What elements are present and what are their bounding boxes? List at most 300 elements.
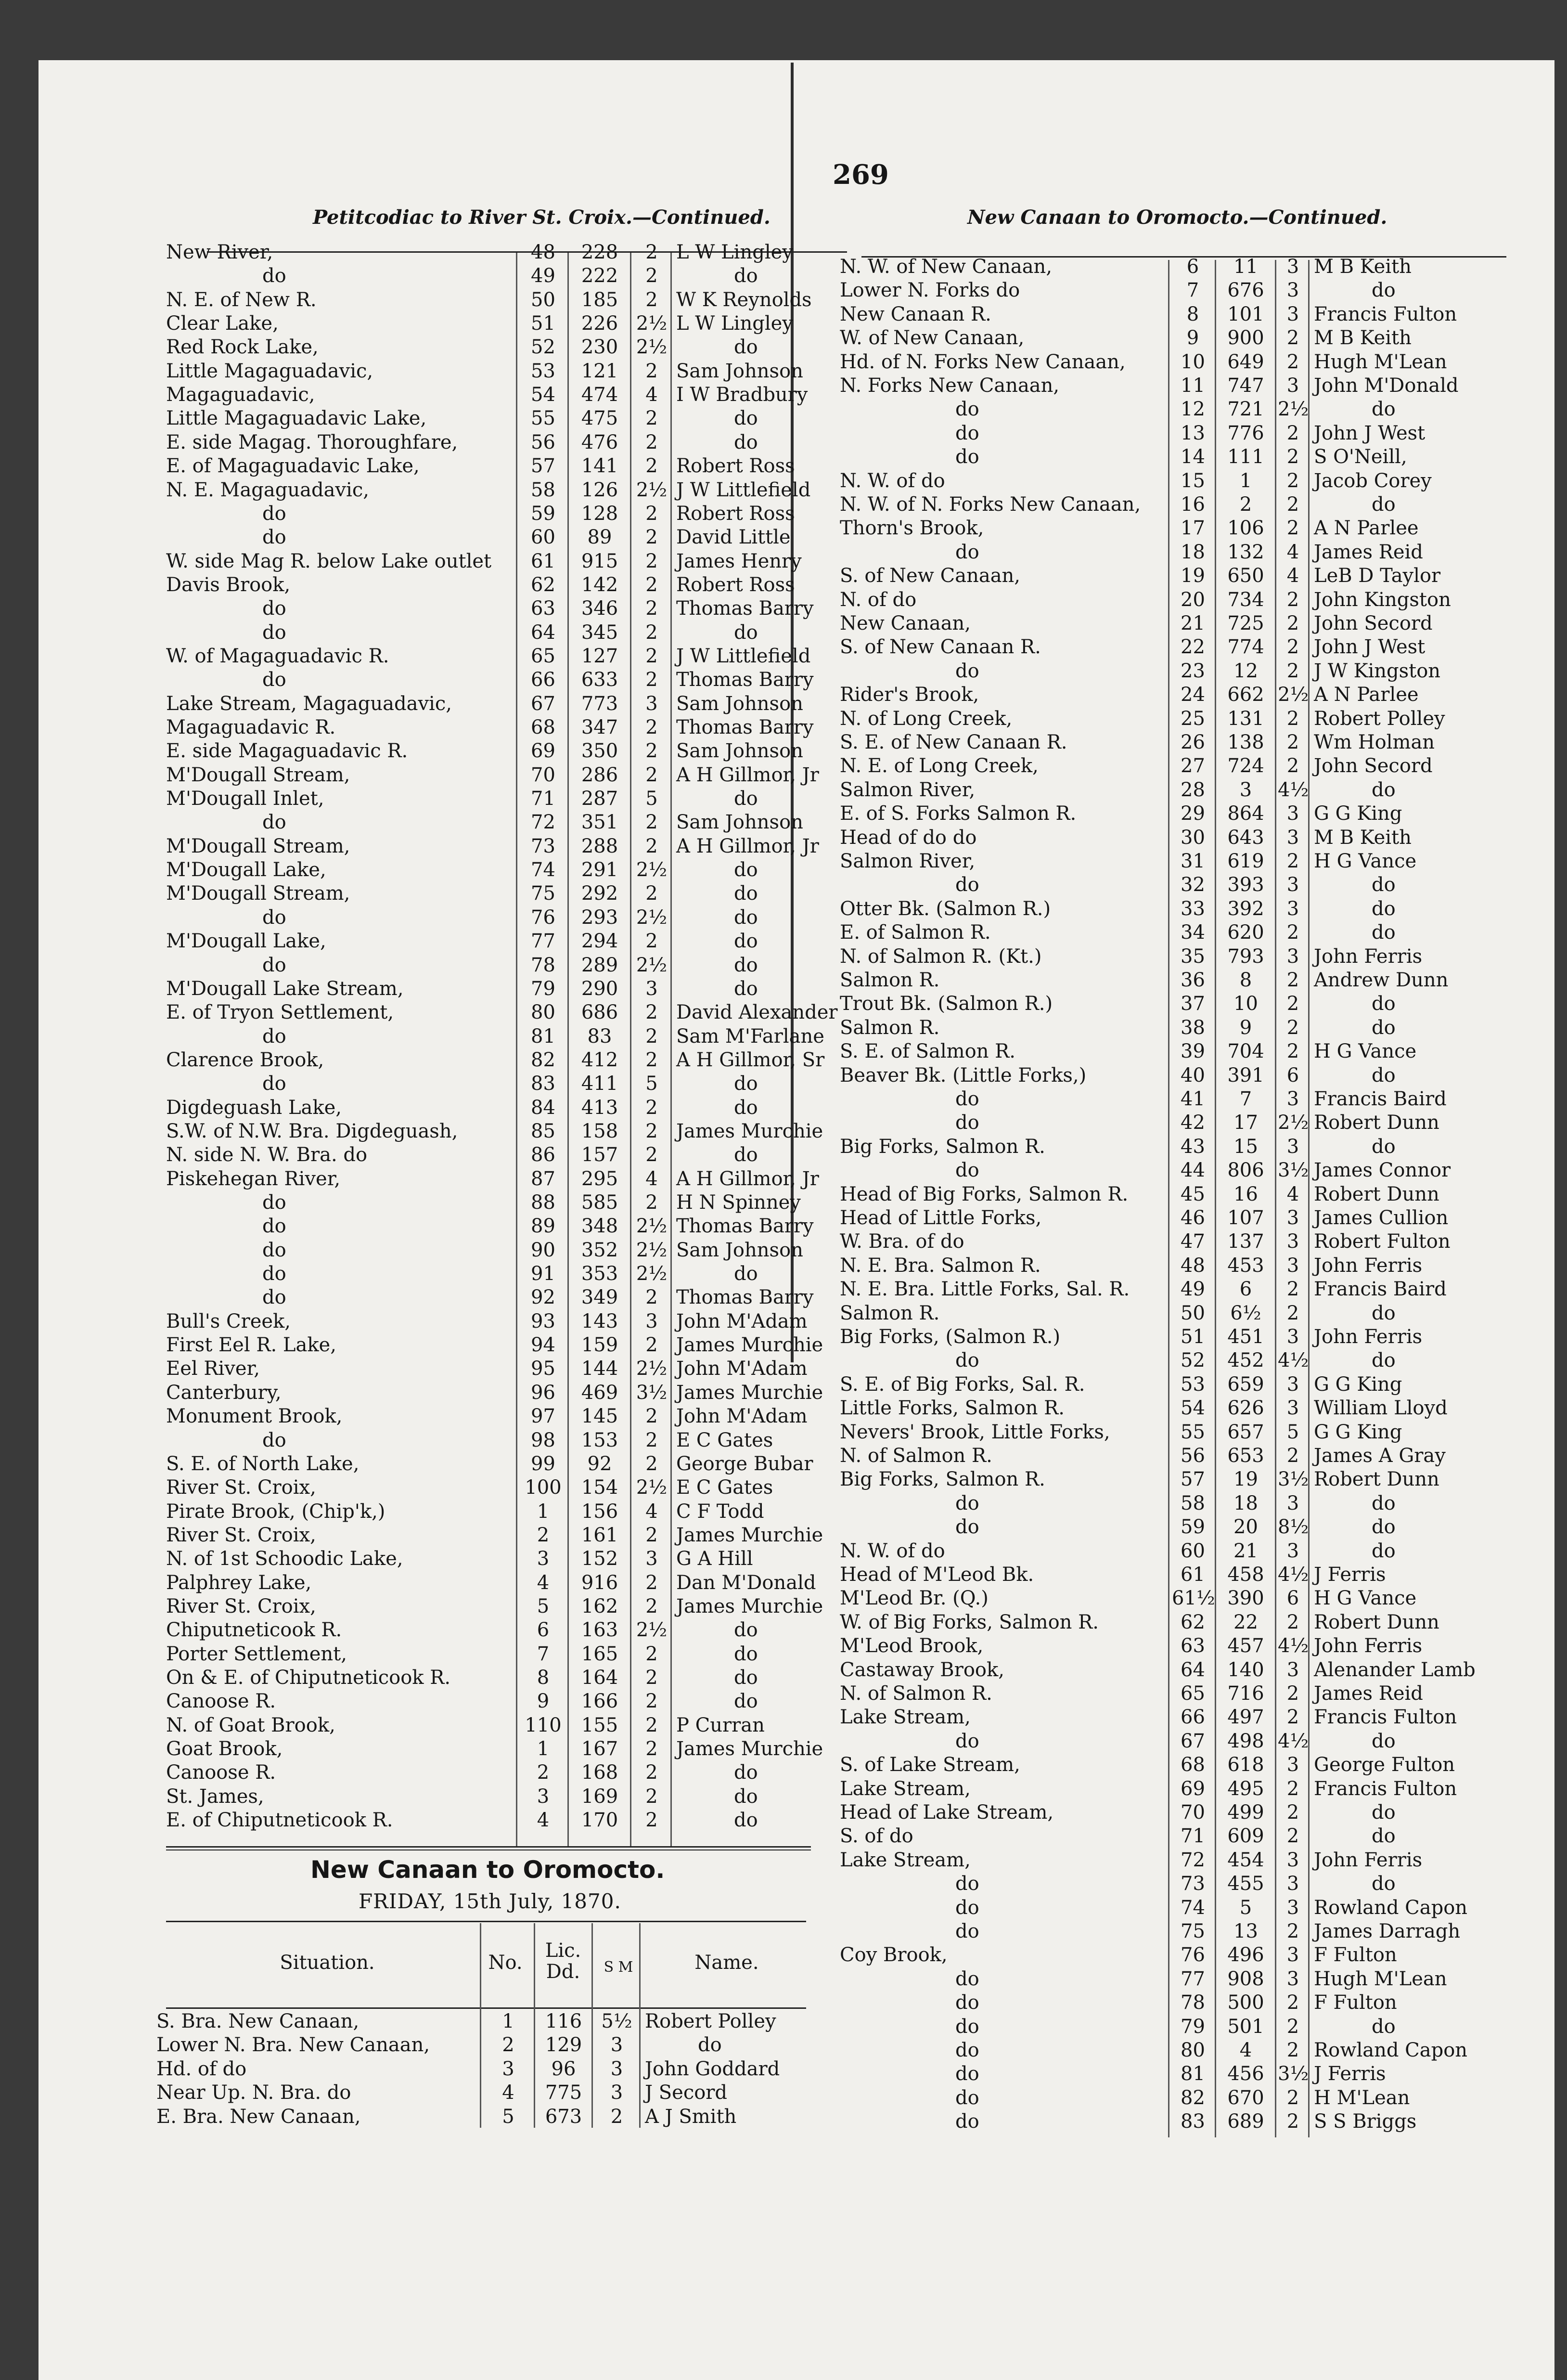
- table-row: [166, 1714, 845, 1737]
- number-cell: 55: [1181, 1421, 1205, 1443]
- column-header-bottom-rule: [166, 2007, 806, 2009]
- square-miles-cell: 2: [645, 502, 658, 525]
- square-miles-cell: 4: [645, 1500, 658, 1523]
- licence-cell: 129: [545, 2034, 582, 2057]
- square-miles-cell: 3: [645, 977, 658, 1000]
- table-row: [840, 564, 1514, 588]
- licence-cell: 497: [1227, 1706, 1264, 1729]
- number-cell: 84: [531, 1096, 555, 1119]
- number-cell: 78: [531, 954, 555, 976]
- licence-cell: 165: [581, 1643, 618, 1665]
- square-miles-cell: 3: [1286, 1658, 1299, 1681]
- name-cell: John Ferris: [1314, 1254, 1423, 1277]
- location-cell: N. E. Bra. Salmon R.: [840, 1254, 1041, 1277]
- name-cell: Sam Johnson: [676, 360, 803, 382]
- table-row: [166, 1357, 845, 1381]
- square-miles-cell: 2: [645, 1738, 658, 1760]
- name-cell: Dan M'Donald: [676, 1571, 816, 1594]
- square-miles-cell: 2: [1286, 1706, 1299, 1729]
- number-cell: 11: [1181, 375, 1205, 397]
- square-miles-cell: 3: [1286, 897, 1299, 920]
- name-cell: M B Keith: [1314, 256, 1412, 278]
- number-cell: 35: [1181, 945, 1205, 968]
- number-cell: 44: [1181, 1159, 1205, 1182]
- number-cell: 60: [531, 526, 555, 549]
- number-cell: 60: [1181, 1539, 1205, 1562]
- name-cell: James Connor: [1314, 1159, 1451, 1182]
- licence-cell: 900: [1227, 327, 1264, 349]
- location-cell: Red Rock Lake,: [166, 336, 319, 359]
- licence-cell: 499: [1227, 1801, 1264, 1824]
- table-row: [166, 1048, 845, 1072]
- square-miles-cell: 2: [645, 645, 658, 667]
- licence-cell: 352: [581, 1239, 618, 1261]
- square-miles-cell: 2: [1286, 350, 1299, 373]
- name-cell: do: [734, 1643, 758, 1665]
- licence-cell: 168: [581, 1761, 618, 1784]
- location-cell: Canterbury,: [166, 1381, 282, 1404]
- name-cell: James A Gray: [1314, 1445, 1446, 1467]
- name-cell: W K Reynolds: [676, 288, 812, 311]
- number-cell: 37: [1181, 993, 1205, 1015]
- square-miles-cell: 5: [645, 1073, 658, 1095]
- table-row: [166, 645, 845, 668]
- table-row: [840, 683, 1514, 707]
- licence-cell: 222: [581, 265, 618, 287]
- location-cell: M'Leod Brook,: [840, 1635, 984, 1657]
- table-row: [166, 431, 845, 454]
- square-miles-cell: 2: [645, 1048, 658, 1071]
- location-cell: N. E. of Long Creek,: [840, 755, 1039, 777]
- number-cell: 69: [1181, 1777, 1205, 1800]
- licence-cell: 287: [581, 788, 618, 810]
- licence-cell: 806: [1227, 1159, 1264, 1182]
- number-cell: 63: [1181, 1635, 1205, 1657]
- table-row: [840, 1016, 1514, 1040]
- number-cell: 8: [1186, 303, 1199, 325]
- location-cell: do: [955, 422, 979, 444]
- number-cell: 19: [1181, 565, 1205, 587]
- table-row: [840, 921, 1514, 944]
- table-row: [840, 850, 1514, 873]
- licence-cell: 143: [581, 1310, 618, 1332]
- number-cell: 4: [502, 2082, 514, 2104]
- name-cell: J Ferris: [1314, 1564, 1386, 1586]
- header-name: Name.: [694, 1952, 759, 1974]
- name-cell: Thomas Barry: [676, 1286, 814, 1309]
- table-row: [166, 1618, 845, 1642]
- name-cell: do: [734, 977, 758, 1000]
- table-row: [166, 264, 845, 288]
- location-cell: Little Forks, Salmon R.: [840, 1397, 1065, 1420]
- square-miles-cell: 2½: [1278, 398, 1309, 421]
- square-miles-cell: 2: [645, 1120, 658, 1142]
- name-cell: H N Spinney: [676, 1191, 801, 1214]
- location-cell: Lake Stream,: [840, 1777, 971, 1800]
- table-row: [840, 1801, 1514, 1824]
- header-lic: Lic. Dd.: [545, 1940, 581, 1983]
- number-cell: 24: [1181, 684, 1205, 706]
- name-cell: Robert Dunn: [1314, 1468, 1439, 1491]
- table-row: [840, 1373, 1514, 1397]
- licence-cell: 132: [1227, 541, 1264, 563]
- location-cell: Salmon R.: [840, 969, 940, 991]
- square-miles-cell: 2: [645, 882, 658, 905]
- name-cell: Andrew Dunn: [1314, 969, 1449, 991]
- square-miles-cell: 3: [610, 2034, 623, 2057]
- number-cell: 27: [1181, 755, 1205, 777]
- location-cell: S. of New Canaan R.: [840, 636, 1041, 659]
- square-miles-cell: 2: [645, 835, 658, 857]
- name-cell: do: [734, 1809, 758, 1832]
- square-miles-cell: 4: [645, 384, 658, 406]
- number-cell: 67: [1181, 1730, 1205, 1752]
- square-miles-cell: 2: [645, 1286, 658, 1309]
- table-row: [166, 1120, 845, 1143]
- name-cell: Jacob Corey: [1314, 469, 1432, 492]
- number-cell: 20: [1181, 588, 1205, 611]
- number-cell: 90: [531, 1239, 555, 1261]
- square-miles-cell: 2½: [1278, 1112, 1309, 1134]
- table-row: [166, 930, 845, 953]
- number-cell: 38: [1181, 1016, 1205, 1039]
- number-cell: 81: [531, 1025, 555, 1048]
- table-row: [840, 1349, 1514, 1372]
- number-cell: 58: [531, 479, 555, 501]
- licence-cell: 620: [1227, 921, 1264, 944]
- name-cell: Rowland Capon: [1314, 1896, 1468, 1919]
- name-cell: H G Vance: [1314, 1040, 1417, 1063]
- number-cell: 77: [531, 930, 555, 953]
- table-row: [840, 1896, 1514, 1920]
- licence-cell: 498: [1227, 1730, 1264, 1752]
- location-cell: M'Dougall Inlet,: [166, 788, 324, 810]
- square-miles-cell: 2: [1286, 469, 1299, 492]
- name-cell: Robert Ross: [676, 573, 795, 596]
- name-cell: John M'Adam: [676, 1405, 808, 1428]
- header-no: No.: [488, 1952, 523, 1974]
- name-cell: John Goddard: [645, 2057, 780, 2080]
- number-cell: 55: [531, 407, 555, 430]
- licence-cell: 670: [1227, 2086, 1264, 2109]
- licence-cell: 291: [581, 859, 618, 881]
- square-miles-cell: 2: [645, 1334, 658, 1357]
- square-miles-cell: 2: [645, 621, 658, 644]
- name-cell: William Lloyd: [1314, 1397, 1448, 1420]
- licence-cell: 456: [1227, 2063, 1264, 2085]
- number-cell: 73: [531, 835, 555, 857]
- location-cell: Head of Little Forks,: [840, 1207, 1042, 1229]
- table-row: [166, 1025, 845, 1048]
- number-cell: 75: [1181, 1920, 1205, 1942]
- licence-cell: 496: [1227, 1944, 1264, 1966]
- table-row: [166, 1143, 845, 1167]
- licence-cell: 500: [1227, 1992, 1264, 2014]
- table-row: [166, 1167, 845, 1191]
- square-miles-cell: 3: [1286, 1967, 1299, 1990]
- licence-cell: 142: [581, 573, 618, 596]
- number-cell: 2: [537, 1524, 550, 1546]
- table-row: [166, 502, 845, 526]
- number-cell: 40: [1181, 1064, 1205, 1087]
- table-row: [840, 374, 1514, 398]
- location-cell: do: [262, 1025, 286, 1048]
- table-row: [840, 1682, 1514, 1706]
- location-cell: Eel River,: [166, 1358, 260, 1380]
- table-row: [840, 2110, 1514, 2134]
- licence-cell: 626: [1227, 1397, 1264, 1420]
- location-cell: Goat Brook,: [166, 1738, 283, 1760]
- number-cell: 89: [531, 1215, 555, 1238]
- name-cell: James Murchie: [676, 1120, 823, 1142]
- square-miles-cell: 2: [645, 930, 658, 953]
- square-miles-cell: 2: [1286, 588, 1299, 611]
- licence-cell: 17: [1233, 1112, 1258, 1134]
- square-miles-cell: 4: [1286, 1183, 1299, 1205]
- licence-cell: 121: [581, 360, 618, 382]
- location-cell: Palphrey Lake,: [166, 1571, 312, 1594]
- location-cell: Piskehegan River,: [166, 1167, 341, 1190]
- table-row: [156, 2057, 821, 2081]
- name-cell: Robert Dunn: [1314, 1183, 1439, 1205]
- square-miles-cell: 2: [1286, 1920, 1299, 1942]
- location-cell: do: [955, 446, 979, 468]
- licence-cell: 13: [1233, 1920, 1258, 1942]
- square-miles-cell: 2: [1286, 1777, 1299, 1800]
- name-cell: J W Littlefield: [676, 645, 811, 667]
- location-cell: Clarence Brook,: [166, 1048, 324, 1071]
- number-cell: 62: [1181, 1611, 1205, 1633]
- licence-cell: 22: [1233, 1611, 1258, 1633]
- square-miles-cell: 2: [1286, 969, 1299, 991]
- name-cell: Thomas Barry: [676, 597, 814, 620]
- square-miles-cell: 3: [1286, 1373, 1299, 1396]
- name-cell: E C Gates: [676, 1476, 773, 1499]
- table-row: [840, 1991, 1514, 2015]
- square-miles-cell: 2: [1286, 446, 1299, 468]
- square-miles-cell: 2: [1286, 517, 1299, 540]
- location-cell: Porter Settlement,: [166, 1643, 347, 1665]
- table-row: [840, 612, 1514, 635]
- table-row: [840, 445, 1514, 469]
- location-cell: Salmon R.: [840, 1302, 940, 1324]
- location-cell: E. of S. Forks Salmon R.: [840, 802, 1077, 825]
- table-row: [840, 1563, 1514, 1587]
- square-miles-cell: 3: [1286, 1539, 1299, 1562]
- number-cell: 6: [537, 1619, 550, 1642]
- table-row: [840, 1325, 1514, 1349]
- name-cell: do: [1372, 1349, 1396, 1372]
- name-cell: do: [734, 930, 758, 953]
- number-cell: 85: [531, 1120, 555, 1142]
- location-cell: do: [262, 621, 286, 644]
- licence-cell: 21: [1233, 1539, 1258, 1562]
- table-row: [156, 2081, 821, 2105]
- name-cell: David Alexander: [676, 1001, 838, 1024]
- location-cell: do: [262, 669, 286, 691]
- table-row: [166, 1333, 845, 1357]
- licence-cell: 293: [581, 906, 618, 929]
- number-cell: 75: [531, 882, 555, 905]
- name-cell: do: [734, 1667, 758, 1689]
- number-cell: 7: [1186, 279, 1199, 302]
- table-row: [840, 778, 1514, 802]
- table-row: [166, 1310, 845, 1333]
- number-cell: 28: [1181, 778, 1205, 801]
- name-cell: S S Briggs: [1314, 2110, 1417, 2133]
- square-miles-cell: 2: [645, 716, 658, 738]
- name-cell: George Fulton: [1314, 1754, 1455, 1776]
- square-miles-cell: 4½: [1278, 1349, 1309, 1372]
- licence-cell: 11: [1233, 256, 1258, 278]
- table-row: [166, 526, 845, 549]
- name-cell: do: [734, 407, 758, 430]
- number-cell: 9: [537, 1690, 550, 1713]
- table-row: [166, 407, 845, 430]
- location-cell: Salmon River,: [840, 778, 976, 801]
- licence-cell: 92: [587, 1452, 612, 1475]
- number-cell: 68: [1181, 1754, 1205, 1776]
- licence-cell: 153: [581, 1429, 618, 1451]
- licence-cell: 704: [1227, 1040, 1264, 1063]
- table-row: [166, 1761, 845, 1785]
- table-row: [166, 1381, 845, 1405]
- square-miles-cell: 3: [645, 1548, 658, 1570]
- number-cell: 88: [531, 1191, 555, 1214]
- location-cell: do: [955, 1992, 979, 2014]
- table-row: [156, 2010, 821, 2033]
- name-cell: do: [1372, 493, 1396, 516]
- table-row: [840, 1492, 1514, 1515]
- square-miles-cell: 2: [645, 288, 658, 311]
- name-cell: do: [734, 1785, 758, 1808]
- location-cell: Big Forks, (Salmon R.): [840, 1326, 1061, 1348]
- location-cell: do: [955, 2110, 979, 2133]
- name-cell: do: [1372, 1302, 1396, 1324]
- table-row: [166, 597, 845, 621]
- number-cell: 50: [1181, 1302, 1205, 1324]
- name-cell: do: [1372, 1801, 1396, 1824]
- number-cell: 15: [1181, 469, 1205, 492]
- number-cell: 51: [1181, 1326, 1205, 1348]
- location-cell: do: [955, 2063, 979, 2085]
- number-cell: 4: [537, 1571, 550, 1594]
- licence-cell: 689: [1227, 2110, 1264, 2133]
- licence-cell: 454: [1227, 1849, 1264, 1871]
- licence-cell: 96: [551, 2057, 576, 2080]
- location-cell: do: [262, 954, 286, 976]
- table-row: [840, 873, 1514, 897]
- location-cell: do: [955, 874, 979, 896]
- licence-cell: 495: [1227, 1777, 1264, 1800]
- table-row: [166, 1262, 845, 1286]
- name-cell: A H Gillmor, Jr: [676, 835, 819, 857]
- location-cell: Big Forks, Salmon R.: [840, 1135, 1045, 1158]
- number-cell: 81: [1181, 2063, 1205, 2085]
- number-cell: 3: [502, 2057, 514, 2080]
- location-cell: M'Leod Br. (Q.): [840, 1587, 989, 1610]
- location-cell: Rider's Brook,: [840, 684, 979, 706]
- square-miles-cell: 2: [1286, 1611, 1299, 1633]
- location-cell: do: [955, 1088, 979, 1110]
- table-row: [166, 360, 845, 383]
- table-row: [840, 1302, 1514, 1325]
- name-cell: Sam M'Farlane: [676, 1025, 824, 1048]
- location-cell: Salmon R.: [840, 1016, 940, 1039]
- name-cell: do: [1372, 897, 1396, 920]
- location-cell: W. side Mag R. below Lake outlet: [166, 550, 492, 572]
- location-cell: Nevers' Brook, Little Forks,: [840, 1421, 1110, 1443]
- licence-cell: 469: [581, 1381, 618, 1404]
- table-row: [166, 1001, 845, 1024]
- location-cell: do: [262, 502, 286, 525]
- square-miles-cell: 2: [1286, 1801, 1299, 1824]
- location-cell: E. of Magaguadavic Lake,: [166, 455, 420, 478]
- table-row: [166, 954, 845, 977]
- name-cell: Robert Polley: [645, 2010, 776, 2032]
- number-cell: 41: [1181, 1088, 1205, 1110]
- location-cell: Little Magaguadavic,: [166, 360, 373, 382]
- square-miles-cell: 2: [1286, 1992, 1299, 2014]
- left-section-header: Petitcodiac to River St. Croix.—Continued.: [313, 206, 771, 229]
- table-row: [840, 1087, 1514, 1111]
- location-cell: Near Up. N. Bra. do: [156, 2082, 351, 2104]
- square-miles-cell: 3: [1286, 1873, 1299, 1895]
- name-cell: do: [734, 882, 758, 905]
- square-miles-cell: 4½: [1278, 1635, 1309, 1657]
- location-cell: N. W. of do: [840, 469, 945, 492]
- licence-cell: 288: [581, 835, 618, 857]
- number-cell: 76: [531, 906, 555, 929]
- location-cell: River St. Croix,: [166, 1524, 316, 1546]
- table-row: [840, 1397, 1514, 1420]
- location-cell: Magaguadavic R.: [166, 716, 336, 738]
- number-cell: 64: [531, 621, 555, 644]
- square-miles-cell: 2: [645, 455, 658, 478]
- licence-cell: 16: [1233, 1183, 1258, 1205]
- square-miles-cell: 3: [1286, 256, 1299, 278]
- location-cell: S. E. of Salmon R.: [840, 1040, 1015, 1063]
- number-cell: 80: [531, 1001, 555, 1024]
- name-cell: John Ferris: [1314, 945, 1423, 968]
- square-miles-cell: 2: [1286, 1016, 1299, 1039]
- location-cell: Lake Stream, Magaguadavic,: [166, 692, 452, 715]
- licence-cell: 154: [581, 1476, 618, 1499]
- location-cell: N. W. of do: [840, 1539, 945, 1562]
- square-miles-cell: 2: [645, 1524, 658, 1546]
- name-cell: do: [1372, 993, 1396, 1015]
- table-row: [840, 2062, 1514, 2086]
- table-row: [840, 1183, 1514, 1206]
- licence-cell: 609: [1227, 1825, 1264, 1848]
- location-cell: do: [955, 1967, 979, 1990]
- number-cell: 3: [537, 1785, 550, 1808]
- name-cell: E C Gates: [676, 1429, 773, 1451]
- number-cell: 77: [1181, 1967, 1205, 1990]
- number-cell: 7: [537, 1643, 550, 1665]
- name-cell: George Bubar: [676, 1452, 813, 1475]
- licence-cell: 392: [1227, 897, 1264, 920]
- square-miles-cell: 2½: [636, 479, 668, 501]
- name-cell: do: [734, 1073, 758, 1095]
- number-cell: 70: [1181, 1801, 1205, 1824]
- location-cell: E. side Magag. Thoroughfare,: [166, 431, 458, 453]
- table-row: [840, 1706, 1514, 1729]
- name-cell: David Little: [676, 526, 791, 549]
- square-miles-cell: 2½: [636, 1239, 668, 1261]
- square-miles-cell: 2½: [636, 1476, 668, 1499]
- square-miles-cell: 3: [1286, 1397, 1299, 1420]
